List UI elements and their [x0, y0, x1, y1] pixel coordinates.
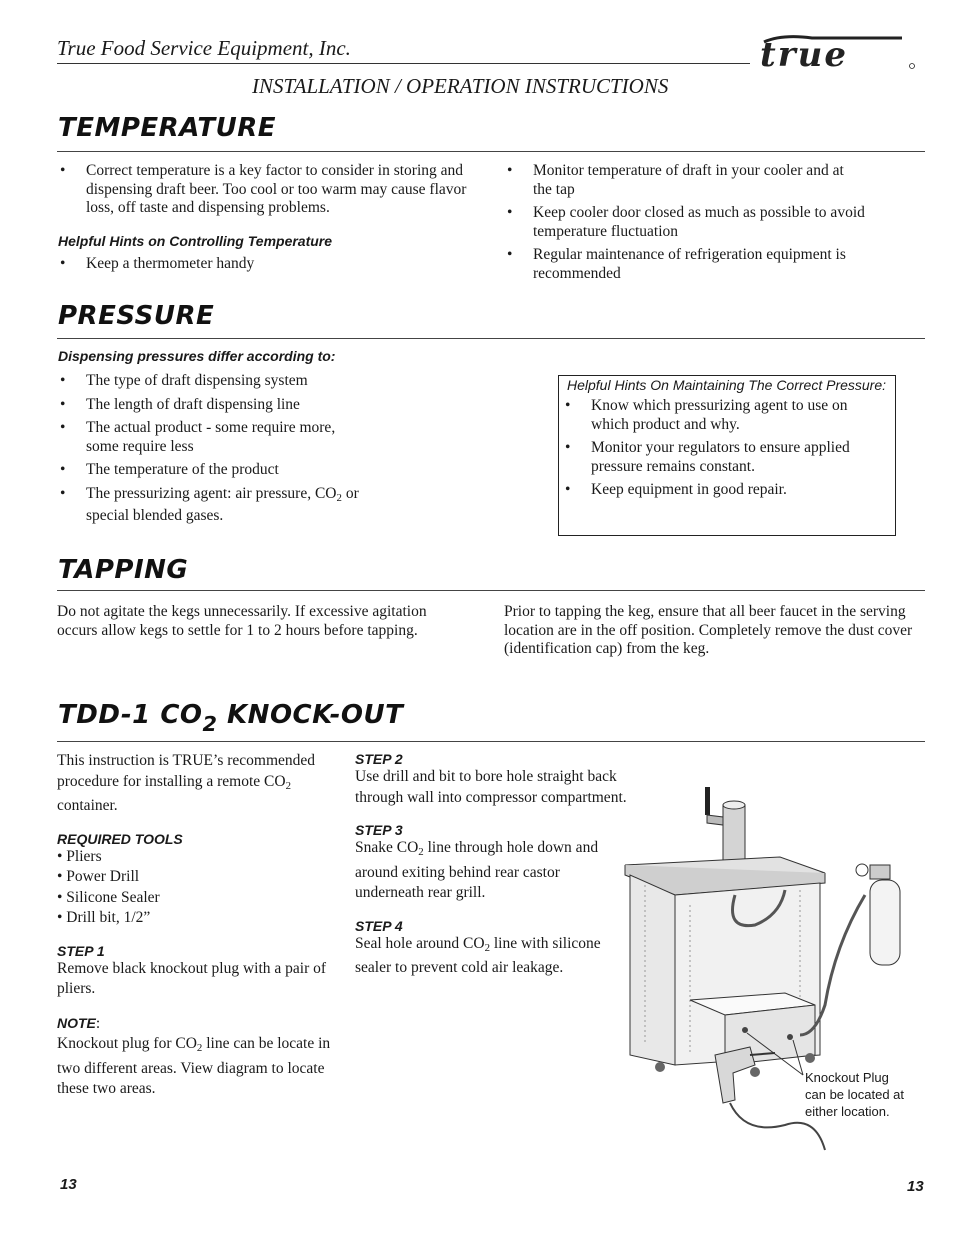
- step3-title: STEP 3: [355, 822, 403, 838]
- temperature-rule: [57, 151, 925, 152]
- tapping-right-paragraph: Prior to tapping the keg, ensure that all beer faucet in the serving location are in the off position. Completely remove the dust cover (identification cap) from the keg.: [504, 603, 913, 657]
- list-item: • The length of draft dispensing line: [58, 396, 368, 415]
- note-text: Knockout plug for $CO_2$ line can be locate in two different areas. View diagram to locate these two areas.: [57, 1035, 331, 1097]
- pressure-intro: Dispensing pressures differ according to:: [58, 348, 336, 364]
- list-item: • Monitor temperature of draft in your cooler and at the tap: [505, 162, 865, 199]
- tool-item: • Pliers: [57, 847, 102, 865]
- step2-text: Use drill and bit to bore hole straight back through wall into compressor compartment.: [355, 768, 627, 806]
- step1-title: STEP 1: [57, 942, 105, 959]
- true-logo: [752, 30, 917, 72]
- pressure-title: PRESSURE: [58, 301, 215, 331]
- knockout-rule: [57, 741, 925, 742]
- page-number-right: 13: [907, 1178, 924, 1195]
- step4-text: Seal hole around $CO_2$ line with silicone sealer to prevent cold air leakage.: [355, 934, 601, 976]
- list-item: • Keep equipment in good repair.: [563, 481, 883, 500]
- list-item: • The temperature of the product: [58, 461, 368, 480]
- regulator-gauge: [856, 864, 868, 876]
- temperature-hints-title: Helpful Hints on Controlling Temperature: [58, 232, 333, 249]
- knockout-middle-column: [355, 751, 627, 979]
- step1-text: Remove black knockout plug with a pair of pliers.: [57, 959, 327, 997]
- list-item: • The pressurizing agent: air pressure, $CO_2$ or special blended gases.: [58, 485, 368, 526]
- list-item: • Know which pressurizing agent to use on which product and why.: [563, 397, 883, 434]
- temperature-title: TEMPERATURE: [58, 113, 276, 143]
- pressure-rule: [57, 338, 925, 339]
- pressure-hints-box: [558, 375, 896, 536]
- tap-handle: [705, 787, 710, 815]
- page-number-left: 13: [60, 1176, 77, 1193]
- list-item: • The type of draft dispensing system: [58, 372, 368, 391]
- knockout-title: TDD-1 $CO_2$ KNOCK-OUT: [58, 700, 404, 736]
- list-item: • Monitor your regulators to ensure applied pressure remains constant.: [563, 439, 883, 476]
- required-tools-title: REQUIRED TOOLS: [57, 830, 183, 847]
- step2-title: STEP 2: [355, 751, 403, 767]
- logo-text: true: [760, 35, 848, 72]
- tool-item: • Silicone Sealer: [57, 888, 160, 906]
- knockout-left-column: [57, 751, 337, 1100]
- step4-title: STEP 4: [355, 917, 403, 934]
- co2-tank: [870, 880, 900, 965]
- tapping-left-paragraph: Do not agitate the kegs unnecessarily. If excessive agitation occurs allow kegs to settle for 1 to 2 hours before tapping.: [57, 603, 427, 639]
- note-heading: NOTE:: [57, 1014, 101, 1032]
- knockout-plug-callout: Knockout Plug can be located at either location.: [805, 1070, 905, 1119]
- pressure-list: [58, 372, 368, 531]
- power-drill: [715, 1047, 755, 1103]
- step3-text: Snake $CO_2$ line through hole down and around exiting behind rear castor underneath rear grill.: [355, 839, 599, 901]
- list-item: • The actual product - some require more, some require less: [58, 419, 368, 456]
- tapping-rule: [57, 590, 925, 591]
- pressure-hints-title: Helpful Hints On Maintaining The Correct Pressure:: [567, 377, 887, 393]
- tapping-title: TAPPING: [58, 555, 189, 585]
- document-subtitle: INSTALLATION / OPERATION INSTRUCTIONS: [252, 74, 669, 98]
- temperature-left-column: [58, 162, 470, 279]
- list-item: • Correct temperature is a key factor to consider in storing and dispensing draft beer. Too cool or too warm may cause flavor loss, off taste and dispensing problems.: [58, 162, 470, 218]
- tool-item: • Drill bit, 1/2”: [57, 909, 151, 926]
- knockout-intro: This instruction is TRUE’s recommended procedure for installing a remote $CO_2$ container.: [57, 752, 316, 814]
- company-name: True Food Service Equipment, Inc.: [57, 36, 351, 60]
- list-item: • Regular maintenance of refrigeration equipment is recommended: [505, 246, 865, 283]
- tool-item: • Power Drill: [57, 868, 140, 885]
- header-rule: [57, 63, 750, 64]
- list-item: • Keep a thermometer handy: [58, 255, 470, 274]
- temperature-right-column: [505, 162, 865, 288]
- list-item: • Keep cooler door closed as much as possible to avoid temperature fluctuation: [505, 204, 865, 241]
